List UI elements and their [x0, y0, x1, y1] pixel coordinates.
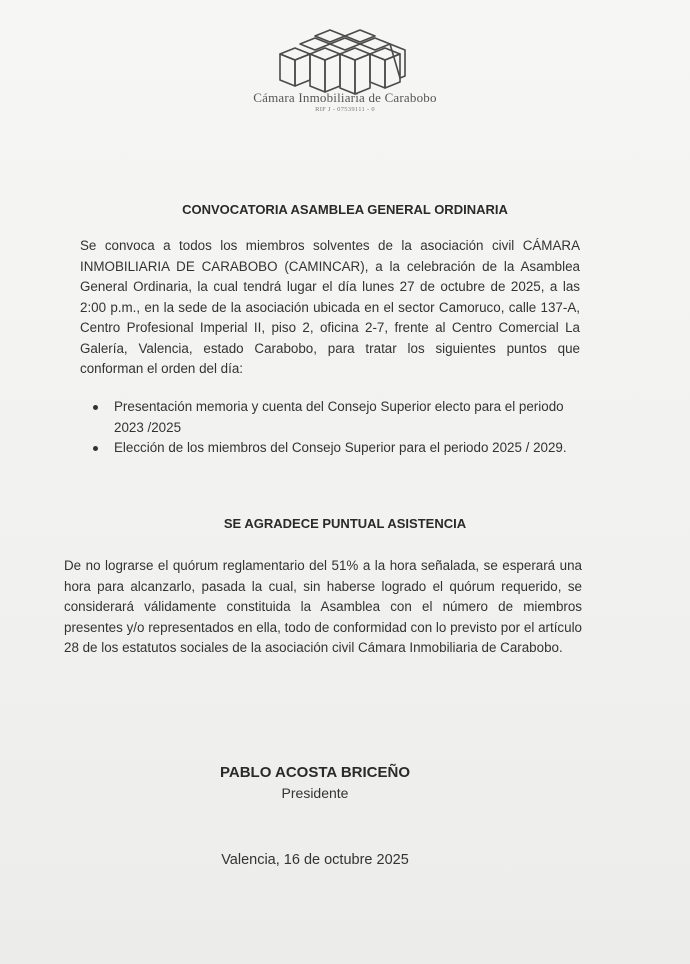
document-title: CONVOCATORIA ASAMBLEA GENERAL ORDINARIA [182, 202, 508, 217]
signatory-name: PABLO ACOSTA BRICEÑO [220, 764, 410, 781]
organization-rif: RIF J - 07539111 - 0 [315, 106, 375, 113]
quorum-paragraph: De no lograrse el quórum reglamentario del 51% a la hora señalada, se esperará una hora para alcanzarlo, pasada la cual, sin haberse logrado el quórum requerido, se considerará válidamente constituida la Asamblea con el número de miembros presentes y/o representados en ella, todo de conformidad con lo previsto por el artículo 28 de los estatutos sociales de la asociación civil Cámara Inmobiliaria de Carabobo. [64, 558, 582, 655]
place-date: Valencia, 16 de octubre 2025 [221, 852, 409, 868]
attendance-notice: SE AGRADECE PUNTUAL ASISTENCIA [223, 516, 467, 531]
signature-block [0, 764, 630, 801]
agenda-item-text: Elección de los miembros del Consejo Superior para el periodo 2025 / 2029. [114, 440, 567, 455]
signatory-role: Presidente [281, 785, 349, 801]
agenda-item [92, 397, 592, 438]
organization-name: Cámara Inmobiliaria de Carabobo [253, 90, 437, 105]
intro-paragraph: Se convoca a todos los miembros solventes de la asociación civil CÁMARA INMOBILIARIA DE CARABOBO (CAMINCAR), a la celebración de la Asamblea General Ordinaria, la cual tendrá lugar el día lunes 27 de octubre de 2025, a las 2:00 p.m., en la sede de la asociación ubicada en el sector Camoruco, calle 137-A, Centro Profesional Imperial II, piso 2, oficina 2-7, frente al Centro Comercial La Galería, Valencia, estado Carabobo, para tratar los siguientes puntos que conforman el orden del día: [80, 238, 580, 376]
agenda-list [92, 397, 592, 459]
agenda-item [92, 438, 592, 459]
agenda-item-text: Presentación memoria y cuenta del Consejo Superior electo para el periodo 2023 /2025 [114, 399, 564, 435]
